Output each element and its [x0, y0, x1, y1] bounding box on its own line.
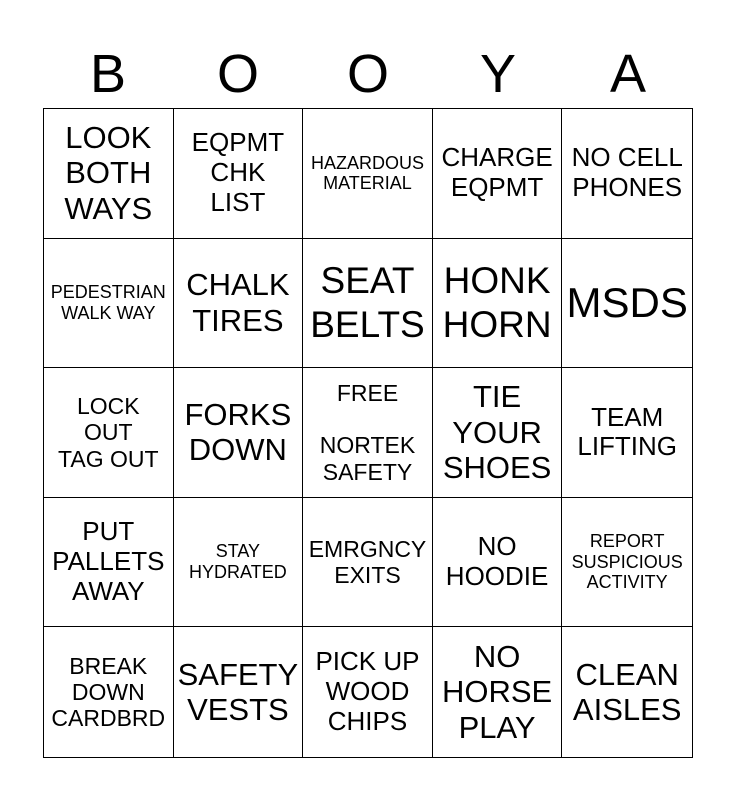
bingo-grid — [43, 108, 693, 758]
header-letter-2: O — [216, 44, 259, 104]
bingo-cell[interactable] — [303, 109, 433, 239]
bingo-cell[interactable] — [433, 239, 563, 369]
bingo-cell[interactable] — [174, 239, 304, 369]
bingo-cell[interactable] — [562, 239, 692, 369]
bingo-cell[interactable] — [44, 239, 174, 369]
cell-label: FORKS DOWN — [184, 396, 292, 468]
bingo-cell[interactable] — [303, 627, 433, 757]
bingo-cell[interactable] — [44, 627, 174, 757]
cell-label: PICK UP WOOD CHIPS — [315, 646, 420, 737]
cell-label: SAFETY VESTS — [177, 656, 299, 728]
header-letter-5: A — [609, 44, 647, 104]
cell-label: CLEAN AISLES — [572, 656, 682, 728]
header-letter-4: Y — [479, 44, 517, 104]
bingo-cell[interactable] — [303, 239, 433, 369]
cell-label: HAZARDOUS MATERIAL — [310, 152, 424, 194]
cell-label: SEAT BELTS — [310, 259, 425, 345]
bingo-cell[interactable] — [433, 368, 563, 498]
bingo-cell[interactable] — [44, 109, 174, 239]
bingo-cell[interactable] — [174, 627, 304, 757]
cell-label: PUT PALLETS AWAY — [52, 516, 165, 607]
bingo-cell[interactable] — [433, 627, 563, 757]
cell-label: LOCK OUT TAG OUT — [58, 392, 159, 472]
cell-label: CHALK TIRES — [186, 267, 290, 338]
cell-label: MSDS — [566, 278, 688, 326]
bingo-cell[interactable] — [174, 109, 304, 239]
cell-label: LOOK BOTH WAYS — [64, 119, 153, 227]
cell-label: FREE NORTEK SAFETY — [319, 379, 416, 485]
cell-label: STAY HYDRATED — [189, 541, 287, 583]
bingo-cell[interactable] — [44, 368, 174, 498]
bingo-cell[interactable] — [174, 498, 304, 628]
cell-label: REPORT SUSPICIOUS ACTIVITY — [571, 531, 683, 593]
bingo-cell[interactable] — [562, 627, 692, 757]
cell-label: NO HORSE PLAY — [441, 638, 553, 746]
bingo-header — [43, 40, 693, 108]
free-space-cell[interactable] — [303, 368, 433, 498]
cell-label: BREAK DOWN CARDBRD — [51, 652, 166, 732]
bingo-cell[interactable] — [433, 109, 563, 239]
bingo-cell[interactable] — [562, 498, 692, 628]
bingo-cell[interactable] — [303, 498, 433, 628]
header-letter-1: B — [89, 44, 127, 104]
bingo-cell[interactable] — [433, 498, 563, 628]
cell-label: CHARGE EQPMT — [441, 142, 553, 203]
header-letter-3: O — [346, 44, 389, 104]
cell-label: HONK HORN — [442, 259, 552, 345]
bingo-cell[interactable] — [174, 368, 304, 498]
bingo-cell[interactable] — [562, 368, 692, 498]
bingo-cell[interactable] — [44, 498, 174, 628]
cell-label: NO CELL PHONES — [571, 142, 683, 203]
cell-label: EQPMT CHK LIST — [191, 127, 285, 218]
cell-label: TIE YOUR SHOES — [442, 379, 552, 486]
cell-label: PEDESTRIAN WALK WAY — [50, 282, 166, 323]
cell-label: TEAM LIFTING — [577, 401, 678, 462]
cell-label: EMRGNCY EXITS — [308, 535, 427, 589]
bingo-cell[interactable] — [562, 109, 692, 239]
cell-label: NO HOODIE — [445, 531, 549, 592]
